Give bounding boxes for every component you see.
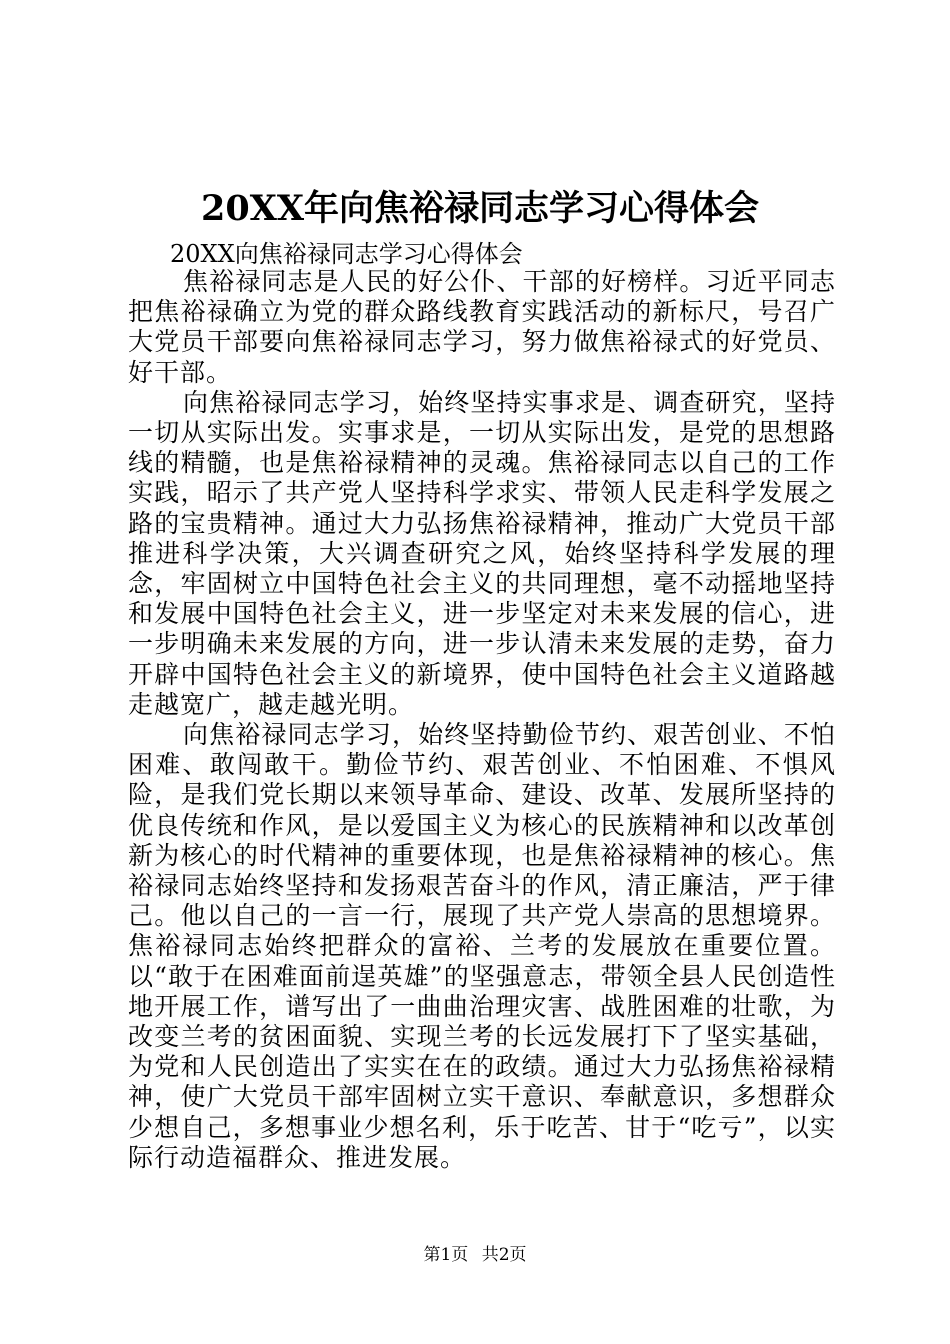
page-footer xyxy=(0,1244,950,1266)
paragraph: 焦裕禄同志是人民的好公仆、干部的好榜样。习近平同志把焦裕禄确立为党的群众路线教育实践活动的新标尺，号召广大党员干部要向焦裕禄同志学习，努力做焦裕禄式的好党员、好干部。 xyxy=(128,267,836,387)
document-subtitle: 20XX向焦裕禄同志学习心得体会 xyxy=(170,240,523,268)
page-total: 共2页 xyxy=(481,1245,527,1265)
document-body xyxy=(128,267,836,1173)
page-number: 第1页 xyxy=(423,1245,469,1265)
paragraph: 向焦裕禄同志学习，始终坚持勤俭节约、艰苦创业、不怕困难、敢闯敢干。勤俭节约、艰苦创业、不怕困难、不惧风险，是我们党长期以来领导革命、建设、改革、发展所坚持的优良传统和作风，是以爱国主义为核心的民族精神和以改革创新为核心的时代精神的重要体现，也是焦裕禄精神的核心。焦裕禄同志始终坚持和发扬艰苦奋斗的作风，清正廉洁，严于律己。他以自己的一言一行，展现了共产党人崇高的思想境界。焦裕禄同志始终把群众的富裕、兰考的发展放在重要位置。以“敢于在困难面前逞英雄”的坚强意志，带领全县人民创造性地开展工作，谱写出了一曲曲治理灾害、战胜困难的壮歌，为改变兰考的贫困面貌、实现兰考的长远发展打下了坚实基础，为党和人民创造出了实实在在的政绩。通过大力弘扬焦裕禄精神，使广大党员干部牢固树立实干意识、奉献意识，多想群众少想自己，多想事业少想名利，乐于吃苦、甘于“吃亏”，以实际行动造福群众、推进发展。 xyxy=(128,720,836,1172)
paragraph: 向焦裕禄同志学习，始终坚持实事求是、调查研究，坚持一切从实际出发。实事求是，一切从实际出发，是党的思想路线的精髓，也是焦裕禄精神的灵魂。焦裕禄同志以自己的工作实践，昭示了共产党人坚持科学求实、带领人民走科学发展之路的宝贵精神。通过大力弘扬焦裕禄精神，推动广大党员干部推进科学决策，大兴调查研究之风，始终坚持科学发展的理念，牢固树立中国特色社会主义的共同理想，毫不动摇地坚持和发展中国特色社会主义，进一步坚定对未来发展的信心，进一步明确未来发展的方向，进一步认清未来发展的走势，奋力开辟中国特色社会主义的新境界，使中国特色社会主义道路越走越宽广，越走越光明。 xyxy=(128,387,836,719)
page-title: 20XX年向焦裕禄同志学习心得体会 xyxy=(200,188,760,229)
